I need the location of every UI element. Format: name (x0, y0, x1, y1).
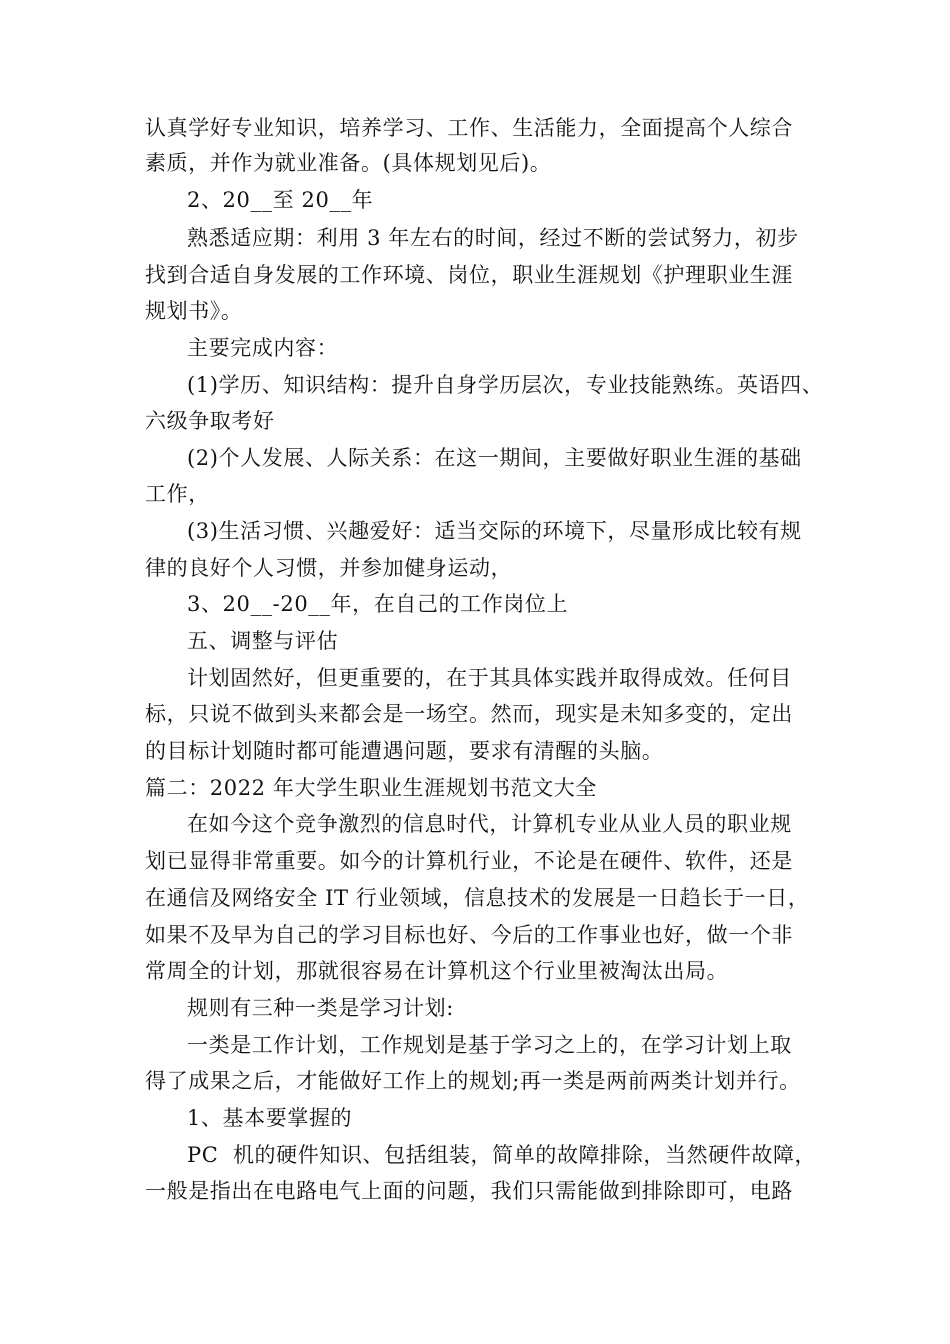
body-text-line: 划已显得非常重要。如今的计算机行业，不论是在硬件、软件，还是 (145, 849, 793, 873)
body-text-line: 一类是工作计划，工作规划是基于学习之上的，在学习计划上取 (187, 1033, 792, 1057)
body-text-line: 计划固然好，但更重要的，在于其具体实践并取得成效。任何目 (187, 666, 792, 690)
body-text-line: 找到合适自身发展的工作环境、岗位，职业生涯规划《护理职业生涯 (145, 263, 793, 287)
body-text-line: 常周全的计划，那就很容易在计算机这个行业里被淘汰出局。 (145, 959, 729, 983)
body-text-line: 规则有三种一类是学习计划: (187, 996, 454, 1020)
body-text-line: PC 机的硬件知识、包括组装，简单的故障排除，当然硬件故障， (187, 1143, 817, 1167)
section-heading: 2、20__至 20__年 (187, 188, 374, 212)
section-heading: 五、调整与评估 (187, 629, 339, 653)
body-text-line: 素质，并作为就业准备。(具体规划见后)。 (145, 151, 552, 175)
body-text-line: 主要完成内容： (187, 336, 339, 360)
body-text-line: 熟悉适应期：利用 3 年左右的时间，经过不断的尝试努力，初步 (187, 226, 799, 250)
body-text-line: 在通信及网络安全 IT 行业领域，信息技术的发展是一日趋长于一日， (145, 886, 810, 910)
chapter-title: 篇二：2022 年大学生职业生涯规划书范文大全 (145, 776, 597, 800)
list-item-text: 工作， (145, 482, 210, 506)
list-item-text: (2)个人发展、人际关系：在这一期间，主要做好职业生涯的基础 (187, 446, 802, 470)
body-text-line: 认真学好专业知识，培养学习、工作、生活能力，全面提高个人综合 (145, 116, 793, 140)
section-heading: 1、基本要掌握的 (187, 1106, 353, 1130)
body-text-line: 标，只说不做到头来都会是一场空。然而，现实是未知多变的，定出 (145, 702, 793, 726)
body-text-line: 得了成果之后，才能做好工作上的规划;再一类是两前两类计划并行。 (145, 1069, 801, 1093)
list-item-text: 律的良好个人习惯，并参加健身运动， (145, 556, 513, 580)
body-text-line: 的目标计划随时都可能遭遇问题，要求有清醒的头脑。 (145, 739, 664, 763)
body-text-line: 规划书》。 (145, 299, 243, 323)
list-item-text: (3)生活习惯、兴趣爱好：适当交际的环境下，尽量形成比较有规 (187, 519, 802, 543)
list-item-text: 六级争取考好 (145, 409, 275, 433)
section-heading: 3、20__-20__年，在自己的工作岗位上 (187, 592, 569, 616)
list-item-text: (1)学历、知识结构：提升自身学历层次，专业技能熟练。英语四、 (187, 373, 824, 397)
body-text-line: 如果不及早为自己的学习目标也好、今后的工作事业也好，做一个非 (145, 923, 793, 947)
body-text-line: 一般是指出在电路电气上面的问题，我们只需能做到排除即可，电路 (145, 1179, 793, 1203)
body-text-line: 在如今这个竞争激烈的信息时代，计算机专业从业人员的职业规 (187, 812, 792, 836)
